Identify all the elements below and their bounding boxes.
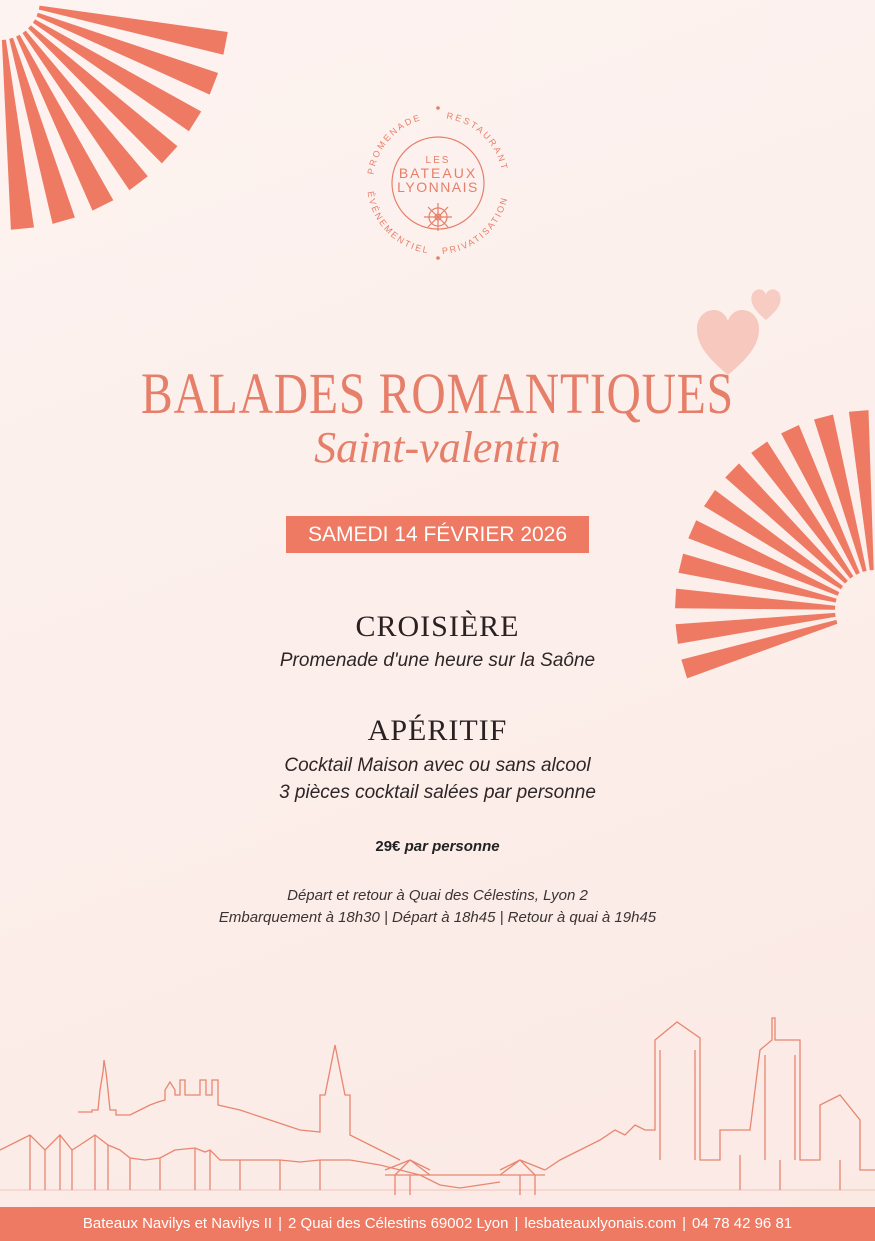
ring-label-privatisation: PRIVATISATION bbox=[441, 195, 510, 256]
footer-boats: Bateaux Navilys et Navilys II bbox=[82, 1215, 273, 1232]
date-badge: SAMEDI 14 FÉVRIER 2026 bbox=[286, 516, 589, 553]
svg-text:ÉVÉNEMENTIEL bbox=[365, 190, 430, 255]
svg-text:PRIVATISATION bbox=[441, 195, 509, 256]
departure-info: Départ et retour à Quai des Célestins, Lyon 2 bbox=[287, 887, 588, 904]
city-skyline bbox=[0, 1010, 875, 1210]
section-line: 3 pièces cocktail salées par personne bbox=[279, 782, 596, 803]
price-amount: 29€ bbox=[375, 838, 401, 855]
svg-text:RESTAURANT bbox=[446, 111, 510, 173]
section-title-croisiere: CROISIÈRE bbox=[355, 610, 520, 643]
price-unit: par personne bbox=[404, 838, 500, 855]
section-line: Cocktail Maison avec ou sans alcool bbox=[284, 755, 591, 776]
section-title-aperitif: APÉRITIF bbox=[367, 714, 508, 747]
brand-name-line1: BATEAUX bbox=[398, 165, 478, 181]
section-line: Promenade d'une heure sur la Saône bbox=[279, 650, 596, 671]
footer-phone[interactable]: 04 78 42 96 81 bbox=[692, 1215, 793, 1232]
heart-icon bbox=[751, 288, 781, 321]
price bbox=[0, 838, 875, 855]
fan-decoration-top-left bbox=[0, 0, 220, 220]
ring-label-promenade: PROMENADE bbox=[365, 112, 423, 176]
ring-label-evenementiel: ÉVÉNEMENTIEL bbox=[365, 190, 431, 256]
schedule-info: Embarquement à 18h30 | Départ à 18h45 | Retour à quai à 19h45 bbox=[218, 909, 657, 926]
page-title: BALADES ROMANTIQUES bbox=[141, 361, 734, 426]
ring-label-restaurant: RESTAURANT bbox=[445, 110, 510, 173]
brand-top-word: LES bbox=[425, 155, 451, 166]
footer-website[interactable]: lesbateauxlyonais.com bbox=[524, 1215, 677, 1232]
footer-bar: Bateaux Navilys et Navilys II | 2 Quai des Célestins 69002 Lyon | lesbateauxlyonais.com | 04 78 42 96 81 bbox=[0, 1207, 875, 1241]
helm-icon bbox=[424, 203, 452, 231]
footer-address: 2 Quai des Célestins 69002 Lyon bbox=[288, 1215, 509, 1232]
brand-logo bbox=[355, 100, 521, 266]
page-subtitle: Saint-valentin bbox=[314, 423, 561, 472]
brand-name-line2: LYONNAIS bbox=[397, 179, 479, 195]
